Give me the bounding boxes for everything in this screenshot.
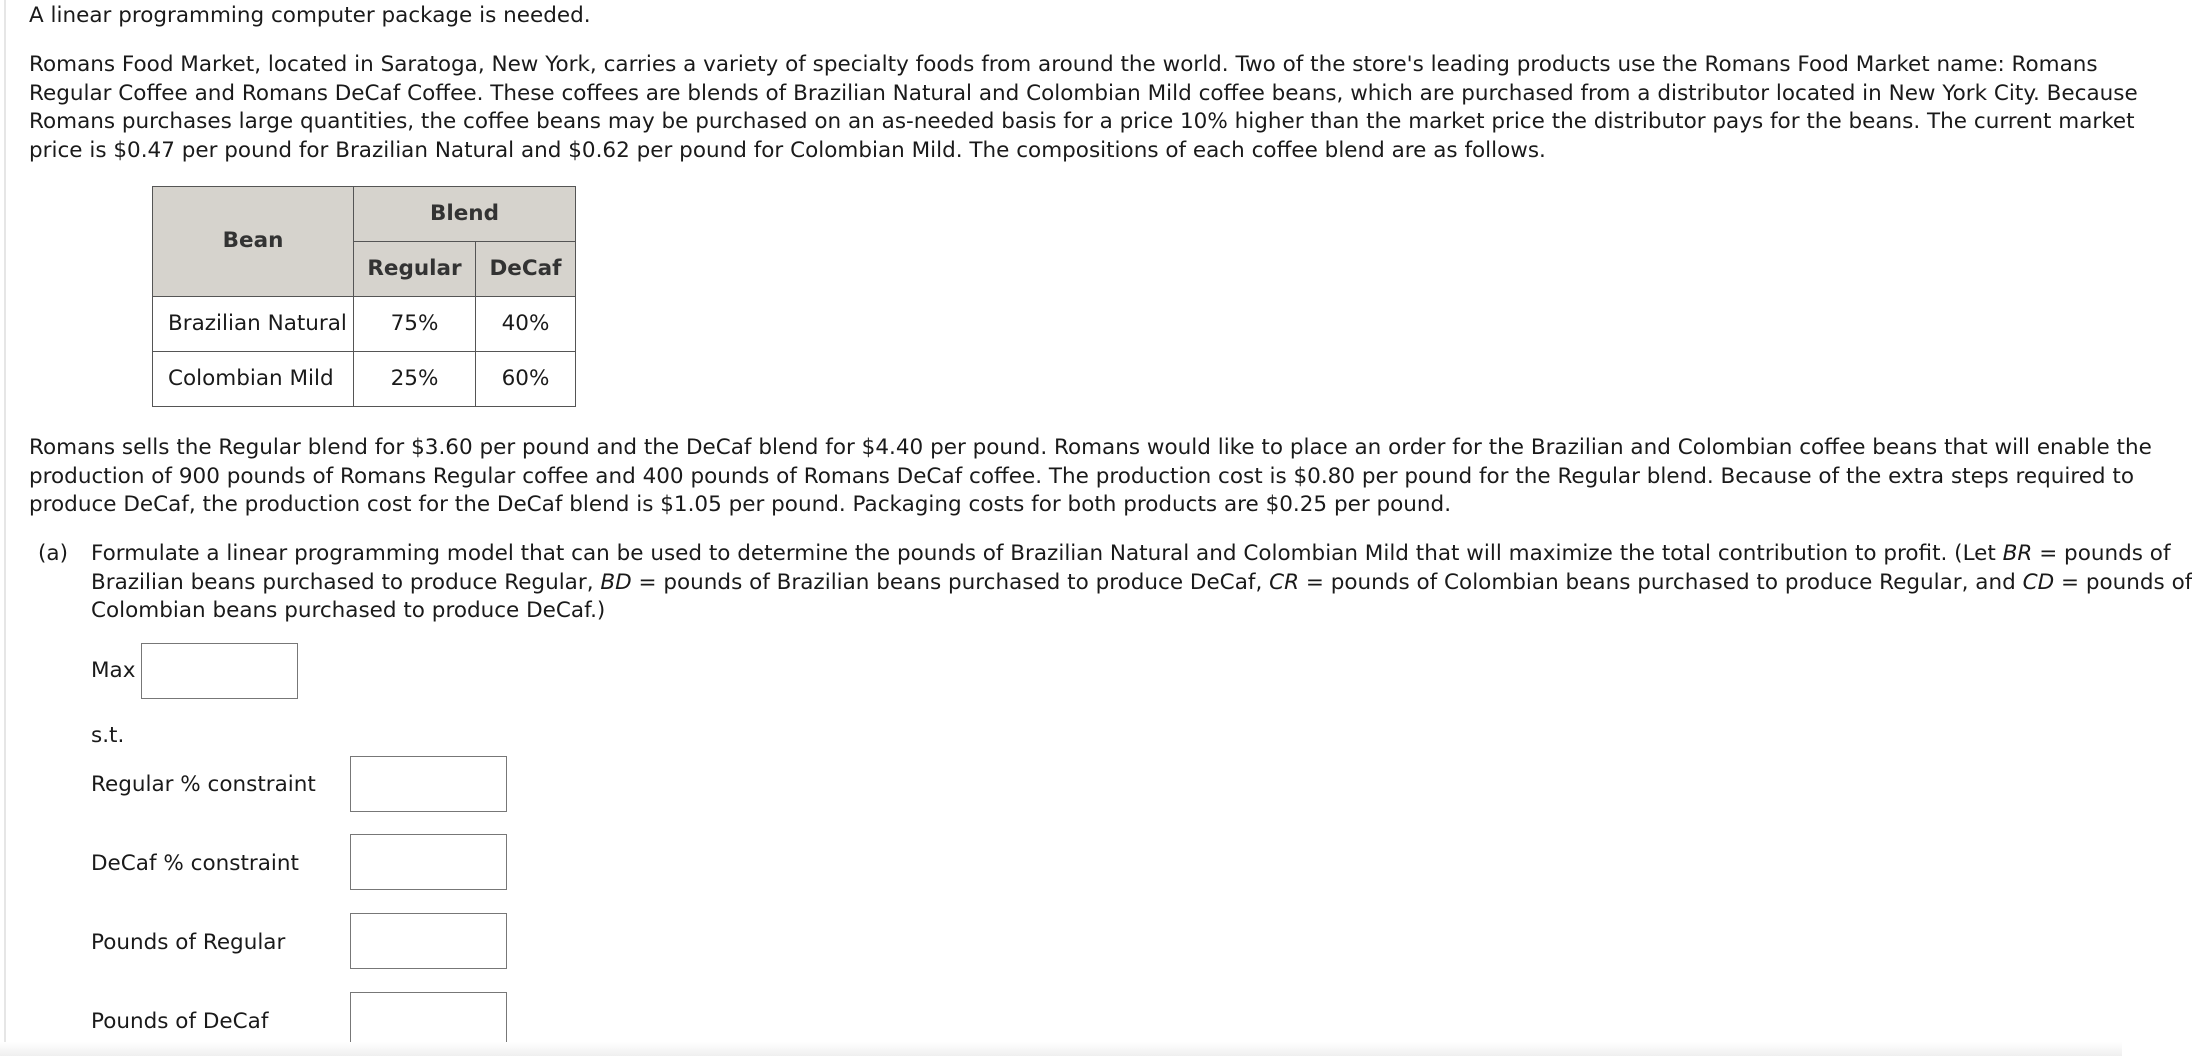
intro-text: A linear programming computer package is needed.: [29, 3, 591, 28]
variable-cd: CD: [2022, 569, 2055, 595]
part-a-text: [91, 540, 2192, 626]
prompt-text: = pounds of: [2032, 541, 2171, 566]
prompt-line: Colombian beans purchased to produce DeCaf.): [91, 598, 606, 623]
regular-percent-cell: 75%: [354, 297, 476, 352]
problem-paragraph: [29, 51, 2138, 165]
paragraph-line: price is $0.47 per pound for Brazilian Natural and $0.62 per pound for Colombian Mild. The compositions of each coffee blend are as follows.: [29, 137, 1546, 163]
regular-header: Regular: [354, 242, 476, 297]
constraint-label: DeCaf % constraint: [91, 851, 299, 876]
blend-header: Blend: [354, 187, 576, 242]
bean-name-cell: Brazilian Natural: [153, 297, 354, 352]
regular-percent-cell: 25%: [354, 352, 476, 407]
paragraph-line: Romans Food Market, located in Saratoga, New York, carries a variety of specialty foods from around the world. Two of the store's leading products use the Romans Food Market name: Romans: [29, 52, 2098, 77]
prompt-text: Formulate a linear programming model that can be used to determine the pounds of Brazilian Natural and Colombian Mild that will maximize the total contribution to profit. (Let: [91, 541, 2003, 566]
decaf-percent-cell: 60%: [476, 352, 576, 407]
variable-cr: CR: [1269, 569, 1300, 595]
table-row: [153, 352, 576, 407]
left-border: [4, 0, 6, 1056]
paragraph-line: Romans purchases large quantities, the coffee beans may be purchased on an as-needed basis for a price 10% higher than the market price the distributor pays for the beans. The current market: [29, 109, 2135, 134]
variable-br: BR: [2002, 541, 2033, 566]
objective-input[interactable]: [141, 643, 298, 699]
part-letter: (a): [38, 541, 68, 566]
constraint-label: Regular % constraint: [91, 772, 316, 797]
table-row: [153, 297, 576, 352]
decaf-percent-cell: 40%: [476, 297, 576, 352]
constraint-label: Pounds of Regular: [91, 930, 286, 955]
pounds-decaf-constraint-input[interactable]: [350, 992, 507, 1048]
paragraph-line: produce DeCaf, the production cost for the DeCaf blend is $1.05 per pound. Packaging costs for both products are $0.25 per pound.: [29, 492, 1452, 517]
constraint-label: Pounds of DeCaf: [91, 1009, 269, 1034]
regular-percent-constraint-input[interactable]: [350, 756, 507, 812]
pounds-regular-constraint-input[interactable]: [350, 913, 507, 969]
blend-composition-table: [152, 186, 576, 407]
bean-name-cell: Colombian Mild: [153, 352, 354, 407]
st-label: s.t.: [91, 723, 125, 748]
variable-bd: BD: [600, 569, 632, 595]
paragraph-line: Regular Coffee and Romans DeCaf Coffee. These coffees are blends of Brazilian Natural and Colombian Mild coffee beans, which are purchased from a distributor located in New York City. Because: [29, 80, 2138, 106]
prompt-text: = pounds of Brazilian beans purchased to produce DeCaf,: [631, 569, 1270, 595]
bean-header: Bean: [153, 187, 354, 297]
paragraph-line: production of 900 pounds of Romans Regular coffee and 400 pounds of Romans DeCaf coffee. The production cost is $0.80 per pound for the Regular blend. Because of the extra steps required to: [29, 463, 2134, 489]
prompt-text: Brazilian beans purchased to produce Regular,: [91, 569, 601, 595]
prompt-text: = pounds of: [2054, 569, 2192, 595]
paragraph-line: Romans sells the Regular blend for $3.60 per pound and the DeCaf blend for $4.40 per pound. Romans would like to place an order for the Brazilian and Colombian coffee beans that will enable the: [29, 435, 2152, 460]
pricing-paragraph: [29, 434, 2152, 520]
prompt-line: [91, 569, 2192, 598]
max-label: Max: [91, 658, 136, 683]
prompt-line: [91, 540, 2171, 569]
prompt-text: = pounds of Colombian beans purchased to produce Regular, and: [1299, 569, 2023, 595]
decaf-header: DeCaf: [476, 242, 576, 297]
decaf-percent-constraint-input[interactable]: [350, 834, 507, 890]
page-bottom-shadow: [0, 1042, 2122, 1056]
